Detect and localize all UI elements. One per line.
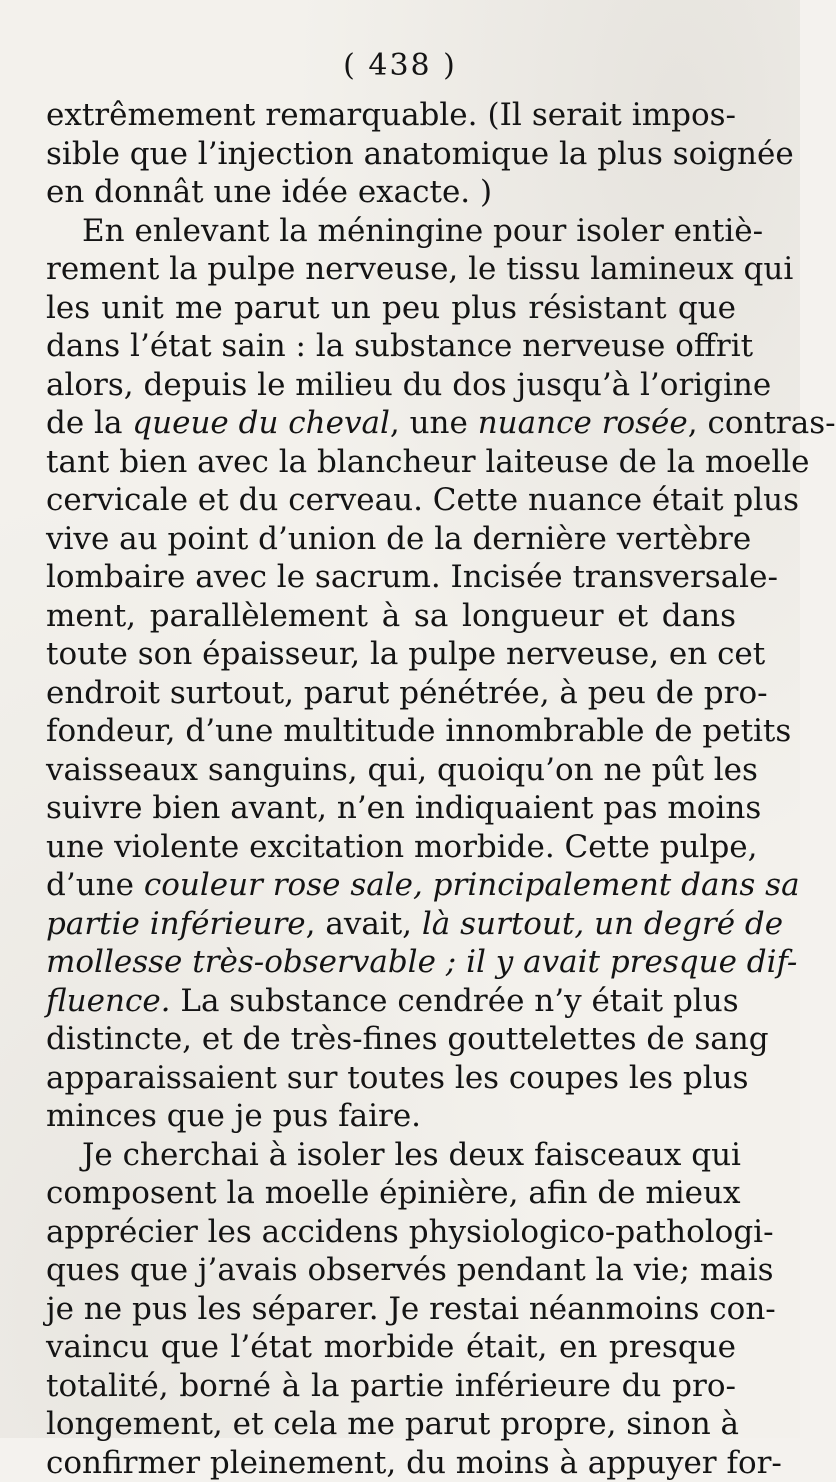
- text-line: [46, 481, 736, 520]
- text-run: ment, parallèlement à sa longueur et dans: [46, 598, 736, 634]
- text-line: [46, 635, 736, 674]
- text-run: La substance cendrée n’y était plus: [171, 983, 739, 1019]
- text-line: [46, 404, 736, 443]
- italic-run: là surtout, un degré de: [422, 906, 783, 942]
- text-run: lombaire avec le sacrum. Incisée transversale-: [46, 559, 778, 595]
- text-line: [46, 1020, 736, 1059]
- text-line: [46, 674, 736, 713]
- text-run: vaisseaux sanguins, qui, quoiqu’on ne pût les: [46, 752, 758, 788]
- text-line: [46, 751, 736, 790]
- text-run: rement la pulpe nerveuse, le tissu lamineux qui: [46, 251, 793, 287]
- text-run: longement, et cela me parut propre, sinon à: [46, 1406, 739, 1442]
- page-number: ( 438 ): [0, 48, 800, 83]
- body-text: [46, 96, 736, 1482]
- text-line: [46, 520, 736, 559]
- text-run: extrêmement remarquable. (Il serait impos-: [46, 97, 736, 133]
- text-run: vive au point d’union de la dernière vertèbre: [46, 521, 751, 557]
- text-run: tant bien avec la blancheur laiteuse de la moelle: [46, 444, 810, 480]
- italic-run: queue du cheval: [132, 405, 390, 441]
- paragraph: [46, 1136, 736, 1482]
- text-line: [46, 250, 736, 289]
- text-run: Je cherchai à isoler les deux faisceaux qui: [82, 1137, 741, 1173]
- paragraph: [46, 96, 736, 212]
- paragraph: [46, 212, 736, 1136]
- text-line: [46, 1328, 736, 1367]
- text-run: une violente excitation morbide. Cette pulpe,: [46, 829, 758, 865]
- text-run: de la: [46, 405, 132, 441]
- text-run: composent la moelle épinière, afin de mieux: [46, 1175, 740, 1211]
- text-run: cervicale et du cerveau. Cette nuance était plus: [46, 482, 799, 518]
- text-run: endroit surtout, parut pénétrée, à peu de pro-: [46, 675, 768, 711]
- text-line: [46, 443, 736, 482]
- text-run: d’une: [46, 867, 144, 903]
- text-line: [46, 1444, 736, 1482]
- text-run: suivre bien avant, n’en indiquaient pas moins: [46, 790, 761, 826]
- text-line: [46, 1290, 736, 1329]
- text-run: En enlevant la méningine pour isoler entiè-: [82, 213, 763, 249]
- text-run: totalité, borné à la partie inférieure du pro-: [46, 1368, 736, 1404]
- text-line: [46, 1367, 736, 1406]
- text-run: , avait,: [306, 906, 422, 942]
- text-run: , contras-: [688, 405, 836, 441]
- text-line: [46, 1136, 736, 1175]
- text-line: [46, 1405, 736, 1444]
- text-run: alors, depuis le milieu du dos jusqu’à l’origine: [46, 367, 771, 403]
- italic-run: couleur rose sale, principalement dans sa: [144, 867, 800, 903]
- text-line: [46, 982, 736, 1021]
- text-run: fondeur, d’une multitude innombrable de petits: [46, 713, 791, 749]
- text-line: [46, 327, 736, 366]
- text-line: [46, 289, 736, 328]
- text-run: en donnât une idée exacte. ): [46, 174, 492, 210]
- text-run: , une: [390, 405, 478, 441]
- text-run: les unit me parut un peu plus résistant que: [46, 290, 736, 326]
- text-line: [46, 212, 736, 251]
- text-line: [46, 366, 736, 405]
- text-line: [46, 943, 736, 982]
- text-run: confirmer pleinement, du moins à appuyer for-: [46, 1445, 782, 1481]
- text-run: apparaissaient sur toutes les coupes les plus: [46, 1060, 749, 1096]
- text-run: vaincu que l’état morbide était, en presque: [46, 1329, 736, 1365]
- text-run: sible que l’injection anatomique la plus soignée: [46, 136, 794, 172]
- text-line: [46, 905, 736, 944]
- text-line: [46, 135, 736, 174]
- text-run: distincte, et de très-fines gouttelettes de sang: [46, 1021, 769, 1057]
- text-run: apprécier les accidens physiologico-pathologi-: [46, 1214, 774, 1250]
- text-line: [46, 866, 736, 905]
- italic-run: partie inférieure: [46, 906, 306, 942]
- text-line: [46, 597, 736, 636]
- text-run: toute son épaisseur, la pulpe nerveuse, en cet: [46, 636, 765, 672]
- text-line: [46, 1174, 736, 1213]
- text-line: [46, 712, 736, 751]
- text-line: [46, 1059, 736, 1098]
- text-run: ques que j’avais observés pendant la vie; mais: [46, 1252, 774, 1288]
- text-line: [46, 1213, 736, 1252]
- text-line: [46, 96, 736, 135]
- italic-run: mollesse très-observable ; il y avait presque dif-: [46, 944, 797, 980]
- italic-run: nuance rosée: [478, 405, 688, 441]
- text-line: [46, 1097, 736, 1136]
- text-run: dans l’état sain : la substance nerveuse offrit: [46, 328, 753, 364]
- text-line: [46, 173, 736, 212]
- italic-run: fluence.: [46, 983, 171, 1019]
- text-line: [46, 789, 736, 828]
- text-run: je ne pus les séparer. Je restai néanmoins con-: [46, 1291, 776, 1327]
- text-line: [46, 558, 736, 597]
- text-line: [46, 828, 736, 867]
- text-line: [46, 1251, 736, 1290]
- text-run: minces que je pus faire.: [46, 1098, 421, 1134]
